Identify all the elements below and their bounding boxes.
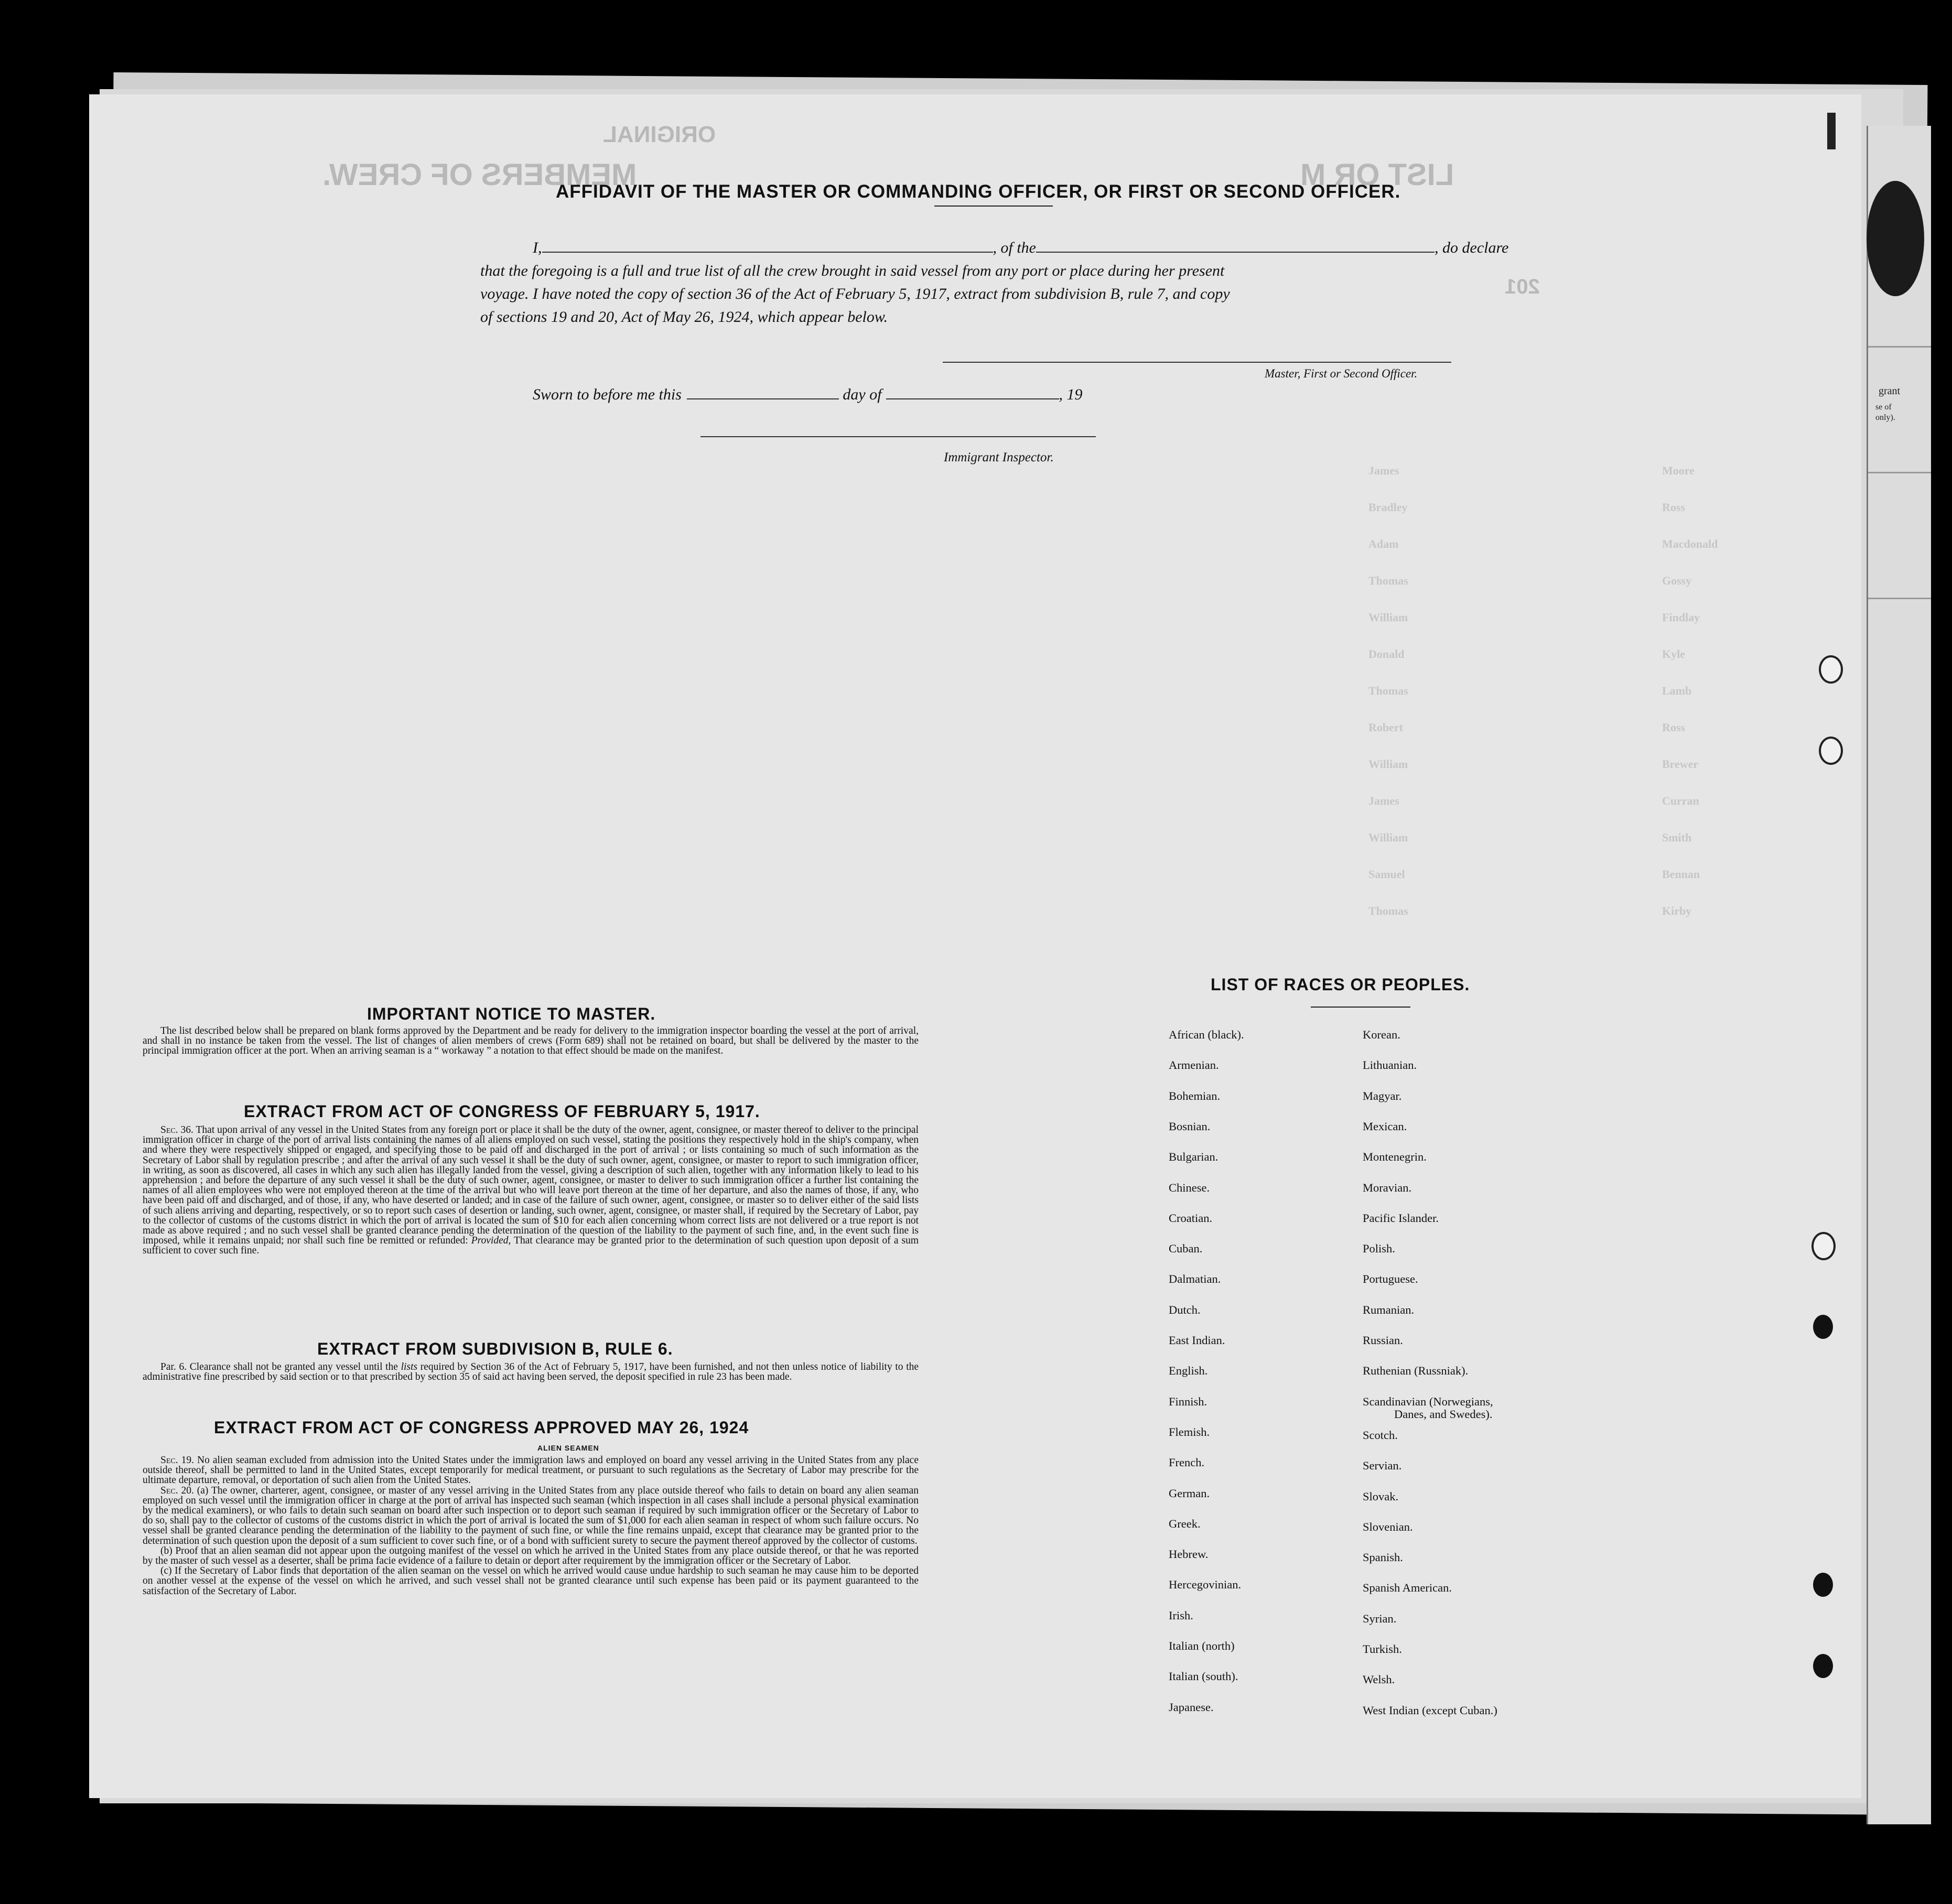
race-item: Moravian. xyxy=(1363,1181,1412,1194)
race-item: Scandinavian (Norwegians, xyxy=(1363,1394,1493,1408)
extract-1917-text xyxy=(143,1125,919,1256)
race-item: English. xyxy=(1169,1364,1208,1378)
race-item: Welsh. xyxy=(1363,1673,1395,1686)
right-edge-sheet xyxy=(1867,126,1931,1824)
notice-paragraph: The list described below shall be prepared on blank forms approved by the Department and be ready for delivery to the immigration inspector boarding the vessel at the port of arrival, and shall in no instance be taken from the vessel. The list of changes of alien members of crews (Form 689) shall not be retained on board, but shall be delivered by the master to the principal immigration officer at the port. When an arriving seaman is a “ workaway ” a notation to that effect should be made on the manifest. xyxy=(143,1025,919,1057)
race-item: Hercegovinian. xyxy=(1169,1578,1242,1592)
extract-1924-title: EXTRACT FROM ACT OF CONGRESS APPROVED MAY 26, 1924 xyxy=(214,1418,749,1437)
race-item: Armenian. xyxy=(1169,1058,1219,1072)
right-edge-grant: grant xyxy=(1879,385,1901,397)
master-signature-line[interactable] xyxy=(943,362,1451,363)
alien-seamen-subtitle: ALIEN SEAMEN xyxy=(537,1444,599,1452)
sec-20-label: Sec. 20. xyxy=(160,1485,194,1496)
race-item: Croatian. xyxy=(1169,1211,1213,1225)
sworn-day-of: day of xyxy=(843,386,882,403)
bleed-members-heading: MEMBERS OF CREW. xyxy=(322,158,637,192)
inspector-signature-line[interactable] xyxy=(700,436,1096,437)
race-item: Lithuanian. xyxy=(1363,1058,1417,1072)
race-item: Korean. xyxy=(1363,1028,1400,1041)
punch-hole xyxy=(1813,1315,1833,1339)
affidavit-line-3: voyage. I have noted the copy of section 36 of the Act of February 5, 1917, extract from subdivision B, rule 7, and copy xyxy=(480,285,1230,302)
race-item: Bohemian. xyxy=(1169,1089,1221,1102)
races-title-rule xyxy=(1311,1007,1410,1008)
race-item: Portuguese. xyxy=(1363,1272,1418,1286)
rule6-text-b: required by Section 36 of the Act of February 5, 1917, have been furnished, and not then unless notice of liability to the administrative fine prescribed by said section or to that prescribed by section 35 of said act having been served, the deposit specified in rule 23 has been made. xyxy=(143,1361,919,1383)
race-item: Pacific Islander. xyxy=(1363,1211,1439,1225)
bleed-firstname-column: James Bradley Adam Thomas William Donald Thomas Robert William James William Samuel Thomas xyxy=(1368,464,1408,917)
sec-20c-text: (c) If the Secretary of Labor finds that deportation of the alien seaman on the vessel on which he arrived would cause undue hardship to such seaman he may cause him to be deported on another vessel at the expense of the vessel on which he arrived, and such vessel shall not be granted clearance until such expense has been paid or its payment guaranteed to the satisfaction of the Secretary of Labor. xyxy=(143,1565,919,1597)
race-item: Syrian. xyxy=(1363,1611,1397,1625)
master-name-blank[interactable] xyxy=(542,252,993,253)
race-item: Irish. xyxy=(1169,1608,1193,1622)
provided-word: Provided, xyxy=(471,1235,511,1247)
extract-1924-text xyxy=(143,1455,919,1596)
vessel-name-blank[interactable] xyxy=(1036,252,1435,253)
sworn-line xyxy=(533,386,1083,404)
race-item: Spanish. xyxy=(1363,1551,1403,1564)
lists-word: lists xyxy=(401,1361,418,1372)
race-item: Dutch. xyxy=(1169,1303,1201,1316)
race-item: Mexican. xyxy=(1363,1119,1407,1133)
race-item: Flemish. xyxy=(1169,1425,1210,1438)
rule6-text-a: Clearance shall not be granted any vessel until the xyxy=(189,1361,398,1372)
bleed-list-heading: LIST OR M xyxy=(1300,158,1454,192)
ink-seal-blob xyxy=(1867,181,1924,296)
punch-hole xyxy=(1819,655,1843,684)
sec-19-label: Sec. 19. xyxy=(160,1455,194,1466)
title-rule xyxy=(934,205,1053,207)
race-item: Japanese. xyxy=(1169,1700,1214,1714)
race-item: Scotch. xyxy=(1363,1428,1398,1442)
master-caption: Master, First or Second Officer. xyxy=(1265,367,1418,380)
race-item: Dalmatian. xyxy=(1169,1272,1221,1286)
race-item: Magyar. xyxy=(1363,1089,1402,1102)
punch-hole xyxy=(1819,737,1843,765)
bleed-name-column: Moore Ross Macdonald Gossy Findlay Kyle Lamb Ross Brewer Curran Smith Bennan Kirby xyxy=(1662,464,1718,917)
par-6-label: Par. 6. xyxy=(160,1361,187,1372)
race-item: Italian (south). xyxy=(1169,1670,1238,1683)
affidavit-title: AFFIDAVIT OF THE MASTER OR COMMANDING OFFICER, OR FIRST OR SECOND OFFICER. xyxy=(556,181,1401,202)
edge-mark xyxy=(1827,113,1836,149)
race-item: Slovenian. xyxy=(1363,1520,1413,1533)
race-item: Italian (north) xyxy=(1169,1639,1235,1652)
race-item: Turkish. xyxy=(1363,1642,1402,1656)
extract-rule6-title: EXTRACT FROM SUBDIVISION B, RULE 6. xyxy=(317,1339,673,1358)
sworn-year: , 19 xyxy=(1059,386,1083,403)
races-title: LIST OF RACES OR PEOPLES. xyxy=(1211,975,1470,994)
punch-hole xyxy=(1811,1232,1836,1260)
sec-19-text: No alien seaman excluded from admission into the United States under the immigration laws and employed on board any vessel arriving in the United States from any place outside thereof, shall be permitted to land in the United States, except temporarily for medical treatment, or pursuant to such regulations as the Secretary of Labor may prescribe for the ultimate departure, removal, or deportation of such alien from the United States. xyxy=(143,1455,919,1486)
race-item: Slovak. xyxy=(1363,1489,1399,1503)
race-item: French. xyxy=(1169,1456,1205,1469)
race-item: Bulgarian. xyxy=(1169,1150,1218,1164)
affidavit-line-4: of sections 19 and 20, Act of May 26, 1924, which appear below. xyxy=(480,308,888,326)
race-item: Ruthenian (Russniak). xyxy=(1363,1364,1469,1378)
race-item: Montenegrin. xyxy=(1363,1150,1427,1164)
race-item: German. xyxy=(1169,1486,1210,1500)
race-item: Hebrew. xyxy=(1169,1548,1209,1561)
race-item: East Indian. xyxy=(1169,1334,1225,1347)
notice-text xyxy=(143,1026,919,1056)
race-item-continuation: Danes, and Swedes). xyxy=(1394,1407,1493,1421)
race-item: Bosnian. xyxy=(1169,1119,1211,1133)
affidavit-line-2: that the foregoing is a full and true list of all the crew brought in said vessel from any port or place during her present xyxy=(480,262,1225,279)
punch-hole xyxy=(1813,1573,1833,1597)
race-item: Polish. xyxy=(1363,1242,1395,1256)
sec-20a-text: (a) The owner, charterer, agent, consignee, or master of any vessel arriving in the United States from any place outside thereof who fails to detain on board any alien seaman employed on such vessel until the immigration officer in charge at the port of arrival has inspected such seaman (which inspection in all cases shall include a personal physical examination by the medical examiners), or who fails to detain such seaman on board after such inspection or to deport such seaman if required by such immigration officer or the Secretary of Labor to do so, shall pay to the collector of customs of the customs district in which the port of arrival is located the sum of $1,000 for each alien seaman in respect of whom such failure occurs. No vessel shall be granted clearance pending the determination of the liability to the payment of such fine, or while the fine remains unpaid, except that clearance may be granted prior to the determination of such question upon the deposit of a sum sufficient to cover such fine, or of a bond with sufficient surety to secure the payment thereof approved by the collector of customs. xyxy=(143,1485,919,1546)
right-edge-only: only). xyxy=(1875,413,1895,422)
race-item: Finnish. xyxy=(1169,1394,1207,1408)
extract-rule6-text xyxy=(143,1362,919,1382)
race-item: Greek. xyxy=(1169,1517,1201,1530)
race-item: Rumanian. xyxy=(1363,1303,1415,1316)
race-item: Cuban. xyxy=(1169,1242,1203,1256)
race-item: Russian. xyxy=(1363,1334,1403,1347)
affidavit-i: I, xyxy=(533,239,542,256)
sworn-month-blank[interactable] xyxy=(886,398,1059,399)
bleed-page-number: 201 xyxy=(1505,275,1540,298)
sec-36-label: Sec. 36. xyxy=(160,1124,193,1135)
right-edge-note: se of xyxy=(1875,403,1892,412)
race-item: Spanish American. xyxy=(1363,1581,1452,1595)
sworn-prefix: Sworn to before me this xyxy=(533,386,682,403)
sec-36-text-end: That clearance may be granted prior to the determination of such question upon deposit of a sum sufficient to cover such fine. xyxy=(143,1235,919,1257)
race-item: West Indian (except Cuban.) xyxy=(1363,1703,1497,1717)
punch-hole xyxy=(1813,1654,1833,1678)
affidavit-do-declare: , do declare xyxy=(1435,239,1509,256)
race-item: Chinese. xyxy=(1169,1181,1210,1194)
sworn-day-blank[interactable] xyxy=(687,398,839,399)
sec-20b-text: (b) Proof that an alien seaman did not appear upon the outgoing manifest of the vessel on which he arrived in the United States from any place outside thereof, or that he was reported by the master of such vessel as a deserter, shall be prima facie evidence of a failure to detain or deport after requirement by the immigration officer or the Secretary of Labor. xyxy=(143,1545,919,1567)
race-item: Servian. xyxy=(1363,1459,1402,1473)
sec-36-text: That upon arrival of any vessel in the United States from any foreign port or place it shall be the duty of the owner, agent, consignee, or master thereof to deliver to the principal immigration officer in charge of the port of arrival lists containing the names of all aliens employed on such vessel, stating the positions they respectively hold in the ship's company, when and where they were respectively shipped or engaged, and specifying those to be paid off and discharged in the port of arrival ; or lists containing so much of such information as the Secretary of Labor shall by regulation prescribe ; and after the arrival of any such vessel it shall be the duty of such owner, agent, consignee, or master to report to such immigration officer, in writing, as soon as discovered, all cases in which any such alien has illegally landed from the vessel, giving a description of such alien, together with any information likely to lead to his apprehension ; and before the departure of any such vessel it shall be the duty of such owner, agent, consignee, or master to deliver to such immigration officer a further list containing the names of all alien employees who were not employed thereon at the time of the arrival but who will leave port thereon at the time of her departure, and also the names of those, if any, who have been paid off and discharged, and of those, if any, who have deserted or landed; and in case of the failure of such owner, agent, consignee, or master so to deliver either of the said lists of such aliens arriving and departing, respectively, or so to report such cases of desertion or landing, such owner, agent, consignee, or master shall, if required by the Secretary of Labor, pay to the collector of customs of the customs district in which the port of arrival is located the sum of $10 for each alien concerning whom correct lists are not delivered or a true report is not made as above required ; and no such vessel shall be granted clearance pending the determination of the question of the liability to the payment of such fine, and, in the event such fine is imposed, while it remains unpaid; nor shall such fine be remitted or refunded: xyxy=(143,1124,919,1247)
race-item: African (black). xyxy=(1169,1028,1244,1041)
extract-1917-title: EXTRACT FROM ACT OF CONGRESS OF FEBRUARY 5, 1917. xyxy=(244,1102,760,1121)
notice-title: IMPORTANT NOTICE TO MASTER. xyxy=(367,1004,656,1023)
affidavit-of-the: , of the xyxy=(993,239,1036,256)
bleed-original-stamp: ORIGINAL xyxy=(603,122,716,147)
inspector-caption: Immigrant Inspector. xyxy=(944,450,1054,464)
affidavit-line-1 xyxy=(533,239,1508,257)
